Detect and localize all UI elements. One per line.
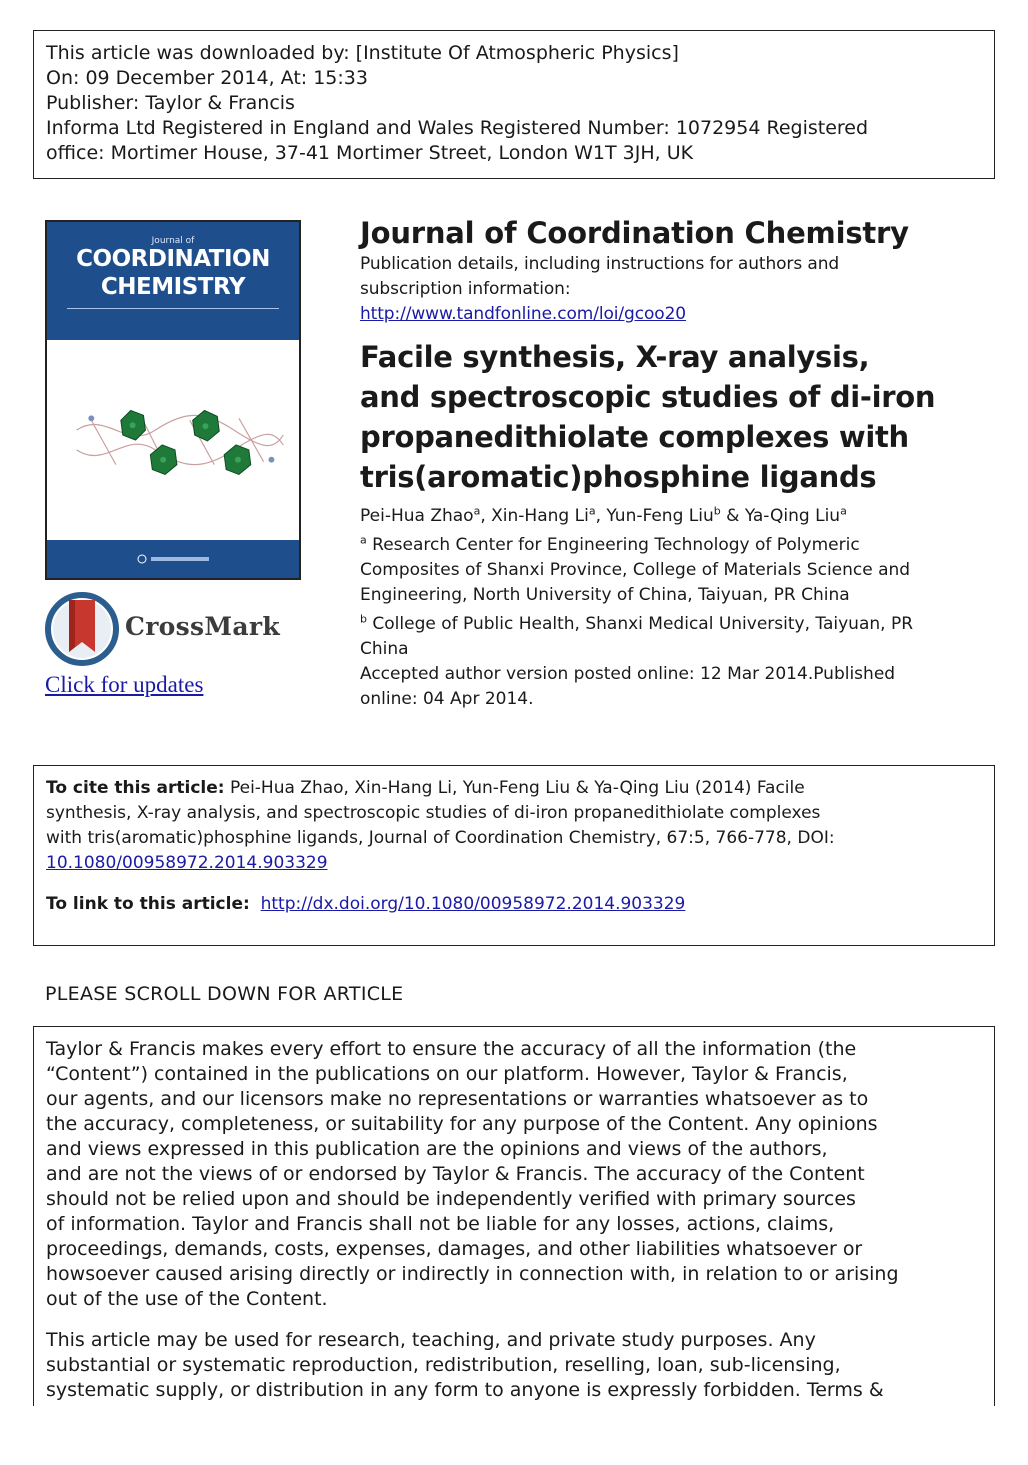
article-link-label: To link to this article: [46, 894, 250, 914]
disclaimer-line: systematic supply, or distribution in any form to anyone is expressly forbidden. Terms & [46, 1379, 884, 1401]
author-affil-mark: a [840, 504, 847, 518]
article-title-line: propanedithiolate complexes with [360, 420, 909, 454]
article-link-line [46, 892, 982, 917]
publication-date-line: online: 04 Apr 2014. [360, 689, 534, 709]
download-info-box [33, 30, 995, 179]
download-line: This article was downloaded by: [Institute Of Atmospheric Physics] [46, 42, 679, 64]
download-line: office: Mortimer House, 37-41 Mortimer Street, London W1T 3JH, UK [46, 142, 694, 164]
cover-title-line1: COORDINATION [76, 246, 270, 272]
author-name: Ya-Qing Liu [744, 506, 841, 526]
author-affil-mark: a [473, 504, 481, 518]
affiliation-text: College of Public Health, Shanxi Medical University, Taiyuan, PR [366, 614, 914, 634]
disclaimer-box [33, 1026, 995, 1406]
download-line: Informa Ltd Registered in England and Wales Registered Number: 1072954 Registered [46, 117, 869, 139]
publication-date-line: Accepted author version posted online: 12 Mar 2014.Published [360, 664, 896, 684]
click-for-updates-link[interactable]: Click for updates [45, 672, 204, 697]
publication-details: subscription information: [360, 279, 571, 299]
citation-doi-link[interactable]: 10.1080/00958972.2014.903329 [46, 853, 328, 873]
disclaimer-line: This article may be used for research, teaching, and private study purposes. Any [46, 1329, 816, 1351]
citation-line: with tris(aromatic)phosphine ligands, Journal of Coordination Chemistry, 67:5, 766-778, DOI: [46, 828, 835, 848]
crossmark-icon [45, 592, 121, 666]
affiliation-b [360, 612, 990, 662]
affiliation-text: Composites of Shanxi Province, College of Materials Science and [360, 560, 911, 580]
author-name: Xin-Hang Li [491, 506, 589, 526]
crossmark-label: CrossMark [125, 612, 280, 641]
disclaimer-line: and are not the views of or endorsed by Taylor & Francis. The accuracy of the Content [46, 1163, 865, 1185]
affiliation-a [360, 533, 990, 608]
disclaimer-line: out of the use of the Content. [46, 1288, 328, 1310]
disclaimer-line: howsoever caused arising directly or indirectly in connection with, in relation to or arising [46, 1263, 899, 1285]
disclaimer-line: should not be relied upon and should be independently verified with primary sources [46, 1188, 856, 1210]
cover-molecule-illustration [47, 340, 299, 540]
disclaimer-line: Taylor & Francis makes every effort to ensure the accuracy of all the information (the [46, 1038, 857, 1060]
author-name: Yun-Feng Liu [606, 506, 714, 526]
affiliation-text: Engineering, North University of China, Taiyuan, PR China [360, 585, 850, 605]
citation-text [46, 776, 982, 876]
disclaimer-paragraph-1 [46, 1037, 982, 1312]
cover-journal-of: Journal of [151, 236, 195, 246]
disclaimer-line: of information. Taylor and Francis shall not be liable for any losses, actions, claims, [46, 1213, 835, 1235]
disclaimer-line: proceedings, demands, costs, expenses, damages, and other liabilities whatsoever or [46, 1238, 863, 1260]
citation-line: synthesis, X-ray analysis, and spectroscopic studies of di-iron propanedithiolate complexes [46, 803, 821, 823]
article-doi-url-link[interactable]: http://dx.doi.org/10.1080/00958972.2014.903329 [260, 894, 686, 914]
citation-box [33, 765, 995, 946]
scroll-down-notice: PLEASE SCROLL DOWN FOR ARTICLE [45, 983, 404, 1005]
disclaimer-line: our agents, and our licensors make no representations or warranties whatsoever as to [46, 1088, 869, 1110]
author-affil-mark: b [713, 504, 721, 518]
author-list [360, 503, 990, 529]
cover-footer-band [47, 540, 299, 578]
author-separator: , [480, 506, 492, 526]
journal-title: Journal of Coordination Chemistry [360, 216, 909, 250]
author-name: Pei-Hua Zhao [360, 506, 474, 526]
cover-editor-line [67, 308, 279, 321]
crossmark-badge[interactable] [45, 592, 305, 666]
cover-title-line2: CHEMISTRY [100, 274, 246, 300]
affiliation-mark: b [360, 612, 367, 626]
disclaimer-line: substantial or systematic reproduction, redistribution, reselling, loan, sub-licensing, [46, 1354, 841, 1376]
citation-label: To cite this article: [46, 778, 225, 798]
journal-url-link[interactable]: http://www.tandfonline.com/loi/gcoo20 [360, 304, 687, 324]
article-title-line: tris(aromatic)phosphine ligands [360, 460, 877, 494]
author-separator: & [720, 506, 745, 526]
author-separator: , [595, 506, 607, 526]
article-header [360, 214, 990, 712]
disclaimer-paragraph-2 [46, 1328, 982, 1403]
download-line: On: 09 December 2014, At: 15:33 [46, 67, 368, 89]
disclaimer-line: “Content”) contained in the publications on our platform. However, Taylor & Francis, [46, 1063, 848, 1085]
affiliation-text: China [360, 639, 409, 659]
publication-details: Publication details, including instructions for authors and [360, 254, 840, 274]
publication-dates [360, 662, 990, 712]
disclaimer-line: the accuracy, completeness, or suitability for any purpose of the Content. Any opinions [46, 1113, 878, 1135]
citation-line: Pei-Hua Zhao, Xin-Hang Li, Yun-Feng Liu & Ya-Qing Liu (2014) Facile [224, 778, 805, 798]
affiliation-mark: a [360, 533, 367, 547]
cover-issn-line [55, 226, 291, 232]
author-affil-mark: a [588, 504, 596, 518]
affiliation-text: Research Center for Engineering Technology of Polymeric [366, 535, 860, 555]
article-title [360, 337, 990, 497]
taylor-francis-logo [137, 554, 213, 564]
article-title-line: Facile synthesis, X-ray analysis, [360, 340, 870, 374]
journal-cover-image [45, 220, 301, 580]
cover-header-band [47, 222, 299, 340]
article-title-line: and spectroscopic studies of di-iron [360, 380, 936, 414]
download-line: Publisher: Taylor & Francis [46, 92, 295, 114]
disclaimer-line: and views expressed in this publication are the opinions and views of the authors, [46, 1138, 828, 1160]
